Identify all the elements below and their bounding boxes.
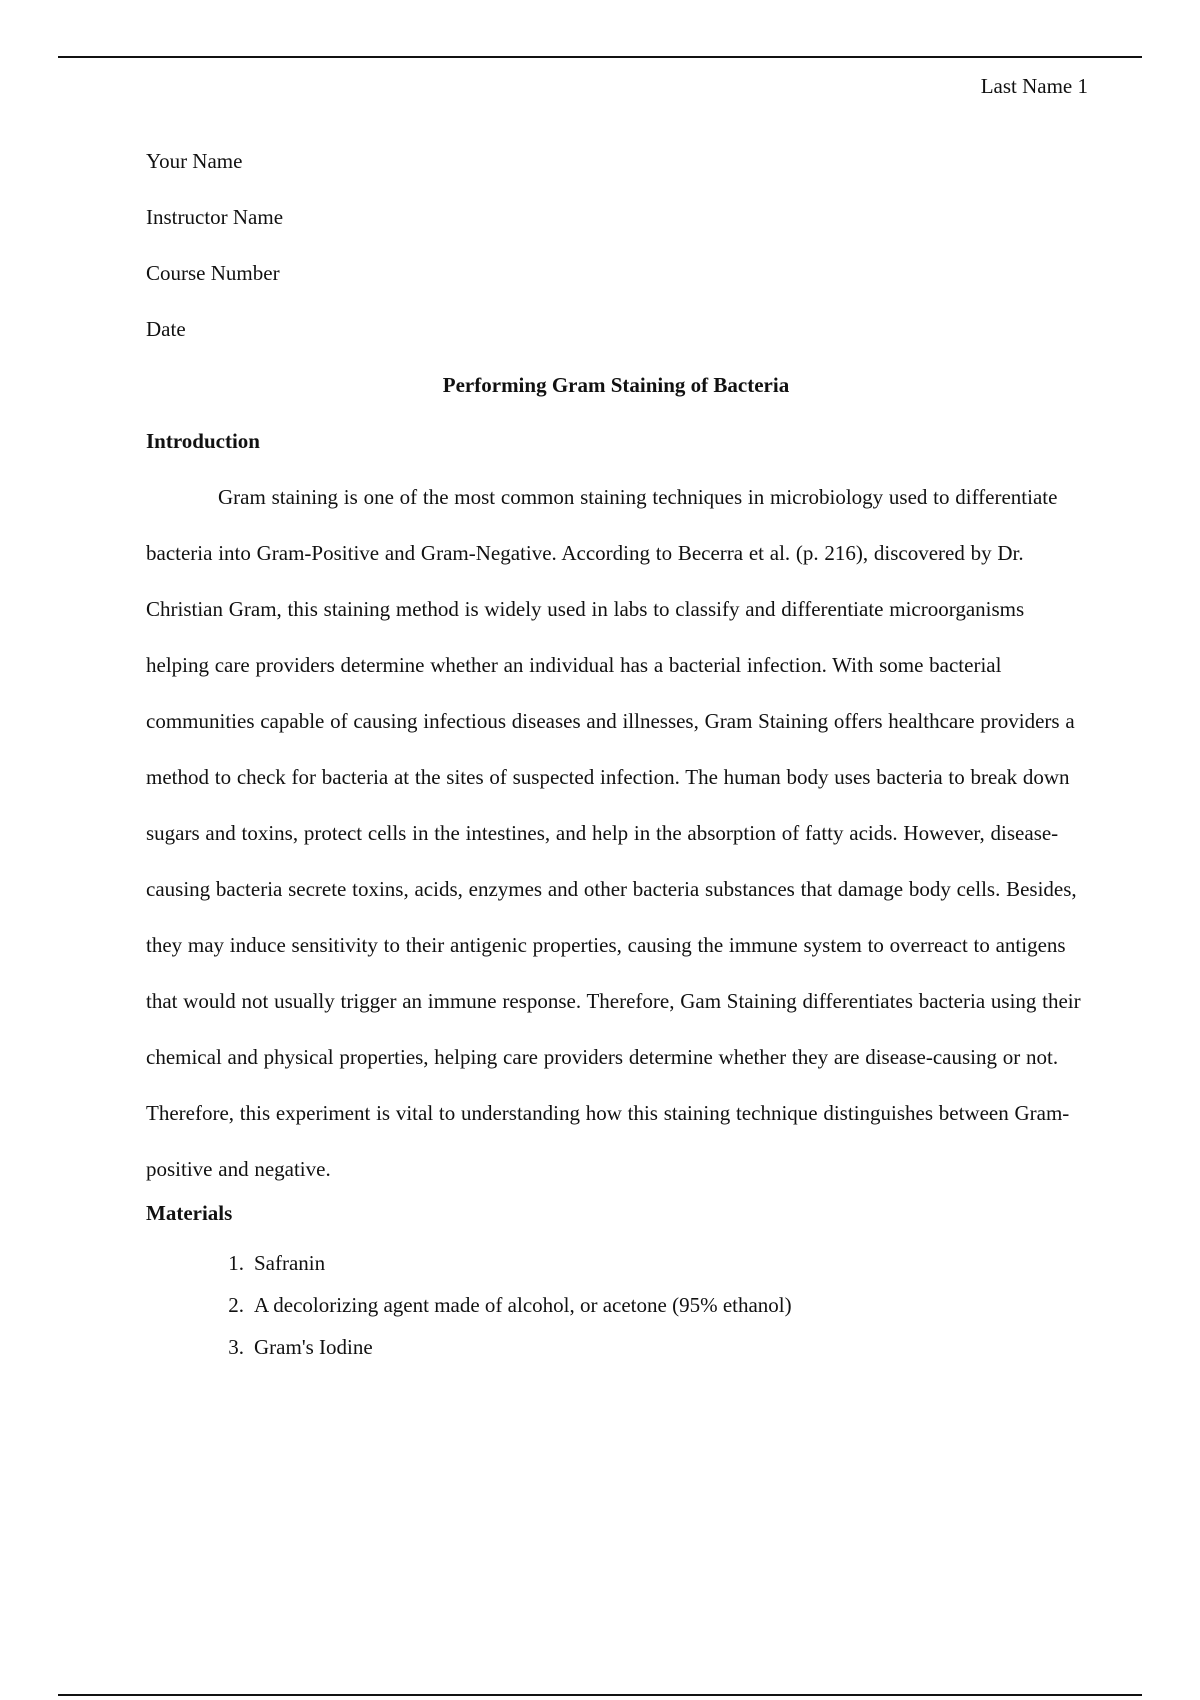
- list-item: [146, 1247, 1086, 1289]
- running-head: Last Name 1: [980, 74, 1088, 98]
- list-item-number: 3.: [228, 1335, 244, 1359]
- course-number: Course Number: [146, 261, 280, 285]
- student-name: Your Name: [146, 149, 243, 173]
- list-item-text: A decolorizing agent made of alcohol, or acetone (95% ethanol): [254, 1293, 792, 1317]
- document-title: Performing Gram Staining of Bacteria: [442, 373, 790, 397]
- top-rule: [58, 56, 1142, 58]
- materials-list: [146, 1247, 1086, 1373]
- list-item-text: Safranin: [254, 1251, 326, 1275]
- bottom-rule: [58, 1694, 1142, 1696]
- list-item-text: Gram's Iodine: [254, 1335, 373, 1359]
- list-item-number: 1.: [228, 1251, 244, 1275]
- materials-heading: Materials: [146, 1201, 233, 1225]
- introduction-paragraph: Gram staining is one of the most common staining techniques in microbiology used to differentiate bacteria into Gram-Positive and Gram-Negative. According to Becerra et al. (p. 216), discovered by Dr. Christian Gram, this staining method is widely used in labs to classify and differentiate microorganisms helping care providers determine whether an individual has a bacterial infection. With some bacterial communities capable of causing infectious diseases and illnesses, Gram Staining offers healthcare providers a method to check for bacteria at the sites of suspected infection. The human body uses bacteria to break down sugars and toxins, protect cells in the intestines, and help in the absorption of fatty acids. However, disease-causing bacteria secrete toxins, acids, enzymes and other bacteria substances that damage body cells. Besides, they may induce sensitivity to their antigenic properties, causing the immune system to overreact to antigens that would not usually trigger an immune response. Therefore, Gam Staining differentiates bacteria using their chemical and physical properties, helping care providers determine whether they are disease-causing or not. Therefore, this experiment is vital to understanding how this staining technique distinguishes between Gram-positive and negative.: [146, 485, 1081, 1181]
- list-item: [146, 1331, 1086, 1373]
- list-item: [146, 1289, 1086, 1331]
- document-body: [146, 145, 1086, 1391]
- list-item-number: 2.: [228, 1293, 244, 1317]
- date: Date: [146, 317, 186, 341]
- instructor-name: Instructor Name: [146, 205, 284, 229]
- introduction-heading: Introduction: [146, 429, 260, 453]
